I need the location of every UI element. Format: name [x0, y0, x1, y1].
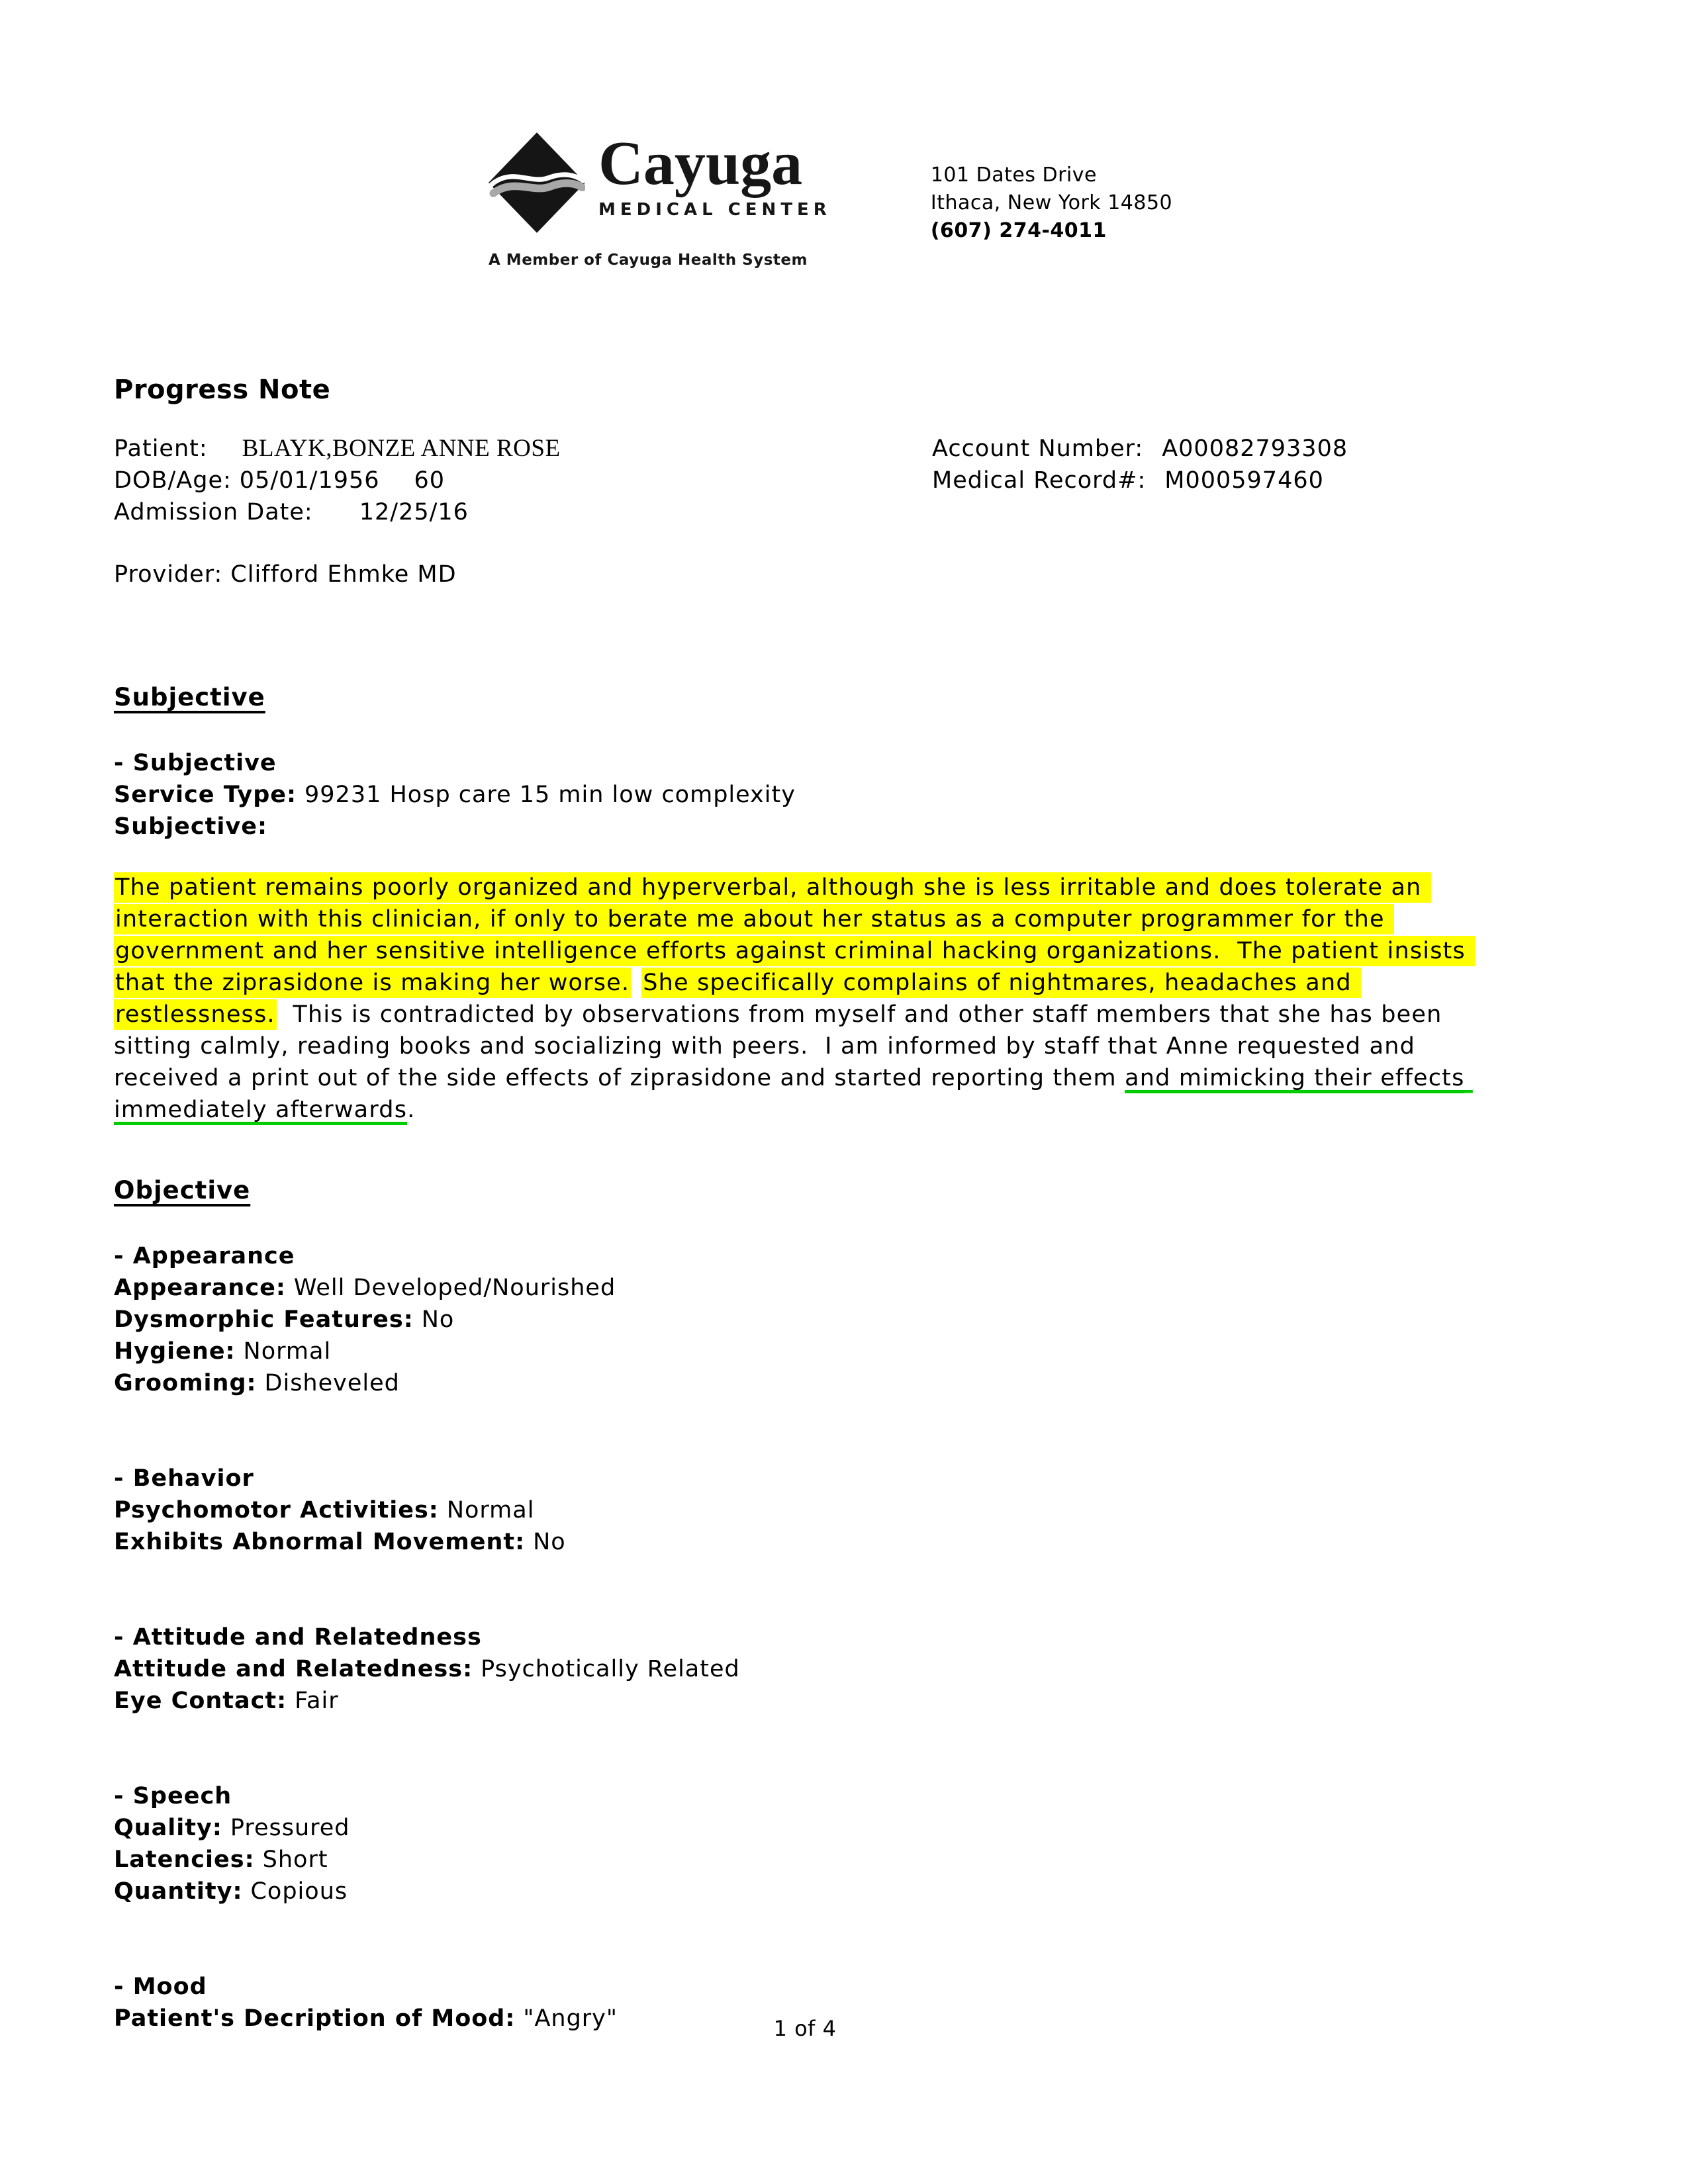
field-label: Eye Contact:: [114, 1688, 287, 1714]
subjective-heading: Subjective: [114, 683, 265, 711]
field-value: Short: [262, 1846, 328, 1873]
field-row: [114, 1685, 1496, 1717]
field-label: Quantity:: [114, 1878, 243, 1905]
narrative-plain-text: This is contradicted by observations from myself and other staff members that she has been sitting calmly, reading books and socializing with peers. I am informed by staff that Anne requested and received a print out of the side effects of ziprasidone and started reporting them: [114, 1001, 1450, 1091]
provider-label: Provider:: [114, 561, 223, 588]
objective-section-title: - Mood: [114, 1974, 207, 2000]
field-label: Patient's Decription of Mood:: [114, 2005, 516, 2032]
address-block: [931, 161, 1172, 245]
account-label: Account Number:: [932, 435, 1144, 462]
logo-tagline: A Member of Cayuga Health System: [489, 251, 808, 269]
service-type-label: Service Type:: [114, 782, 297, 808]
field-row: [114, 1304, 1496, 1336]
service-type-row: [114, 779, 1496, 811]
field-value: Disheveled: [264, 1370, 400, 1396]
field-label: Attitude and Relatedness:: [114, 1656, 473, 1682]
provider-value: Clifford Ehmke MD: [230, 561, 457, 588]
logo-name: Cayuga: [598, 129, 803, 198]
logo-subtitle: MEDICAL CENTER: [598, 200, 831, 220]
highlighted-text-1: The patient remains poorly organized and hyperverbal, although she is less irritable and does tolerate an interaction with this clinician, if only to berate me about her status as a computer programmer for the government and her sensitive intelligence efforts against criminal hacking organizations. The patient insists that the ziprasidone is making her worse.: [114, 872, 1475, 998]
admission-row: [114, 496, 932, 528]
objective-section: [114, 1621, 1496, 1717]
field-value: Normal: [446, 1497, 535, 1524]
field-value: Copious: [250, 1878, 348, 1905]
field-label: Quality:: [114, 1815, 222, 1841]
subjective-section-title: - Subjective: [114, 750, 277, 776]
subjective-narrative: [114, 872, 1496, 1126]
mrn-label: Medical Record#:: [932, 467, 1147, 494]
dob-value: 05/01/1956: [239, 467, 380, 494]
objective-section-title: - Appearance: [114, 1243, 295, 1269]
dob-row: [114, 465, 932, 496]
account-value: A00082793308: [1162, 435, 1348, 462]
patient-label: Patient:: [114, 435, 208, 462]
field-label: Dysmorphic Features:: [114, 1306, 414, 1333]
objective-section: [114, 1463, 1496, 1558]
provider-row: [114, 559, 1496, 590]
patient-name: BLAYK,BONZE ANNE ROSE: [242, 435, 561, 462]
field-label: Hygiene:: [114, 1338, 236, 1365]
dob-label: DOB/Age:: [114, 467, 232, 494]
logo-text: [598, 129, 831, 220]
narrative-trailing-period: .: [407, 1097, 416, 1123]
field-row: [114, 1367, 1496, 1399]
field-label: Exhibits Abnormal Movement:: [114, 1529, 526, 1555]
field-value: Well Developed/Nourished: [293, 1275, 616, 1301]
field-label: Latencies:: [114, 1846, 255, 1873]
objective-heading: Objective: [114, 1176, 251, 1205]
mrn-row: [932, 465, 1496, 496]
field-value: "Angry": [523, 2005, 618, 2032]
objective-sections: [114, 1240, 1496, 2034]
admission-value: 12/25/16: [359, 499, 469, 525]
highlighted-text-2: She specifically complains of nightmares, headaches and restlessness.: [114, 968, 1361, 1030]
field-value: Pressured: [230, 1815, 350, 1841]
field-row: [114, 1272, 1496, 1304]
field-value: No: [533, 1529, 566, 1555]
field-value: Fair: [295, 1688, 339, 1714]
address-line1: 101 Dates Drive: [930, 163, 1097, 187]
account-row: [932, 433, 1496, 465]
field-value: Psychotically Related: [481, 1656, 740, 1682]
objective-section: [114, 1780, 1496, 1907]
field-row: [114, 1876, 1496, 1907]
mrn-value: M000597460: [1164, 467, 1324, 494]
field-value: Normal: [243, 1338, 332, 1365]
field-row: [114, 1812, 1496, 1844]
cayuga-diamond-swoosh-icon: [489, 132, 585, 233]
letterhead: [114, 129, 1496, 269]
subjective-label: Subjective:: [114, 813, 267, 840]
admission-label: Admission Date:: [114, 499, 313, 525]
page-title: Progress Note: [114, 375, 331, 405]
objective-section-title: - Behavior: [114, 1465, 254, 1492]
cayuga-logo: [489, 129, 831, 269]
subjective-block: [114, 747, 1496, 842]
field-label: Appearance:: [114, 1275, 286, 1301]
empty-cell: [932, 496, 1496, 528]
address-line2: Ithaca, New York 14850: [930, 191, 1173, 214]
page-indicator: 1 of 4: [773, 2016, 837, 2041]
field-row: [114, 1494, 1496, 1526]
field-row: [114, 1844, 1496, 1876]
patient-info-grid: [114, 433, 1496, 528]
address-phone: (607) 274-4011: [930, 219, 1107, 242]
age-value: 60: [414, 467, 445, 494]
patient-row: [114, 433, 932, 465]
field-row: [114, 1336, 1496, 1367]
field-label: Grooming:: [114, 1370, 257, 1396]
field-row: [114, 1526, 1496, 1558]
objective-section-title: - Speech: [114, 1783, 232, 1809]
field-value: No: [421, 1306, 455, 1333]
green-underlined-text: and mimicking their effects immediately afterwards: [114, 1065, 1473, 1123]
service-type-value: 99231 Hosp care 15 min low complexity: [305, 782, 796, 808]
objective-section-title: - Attitude and Relatedness: [114, 1624, 482, 1651]
field-row: [114, 1653, 1496, 1685]
objective-section: [114, 1240, 1496, 1399]
field-label: Psychomotor Activities:: [114, 1497, 439, 1524]
